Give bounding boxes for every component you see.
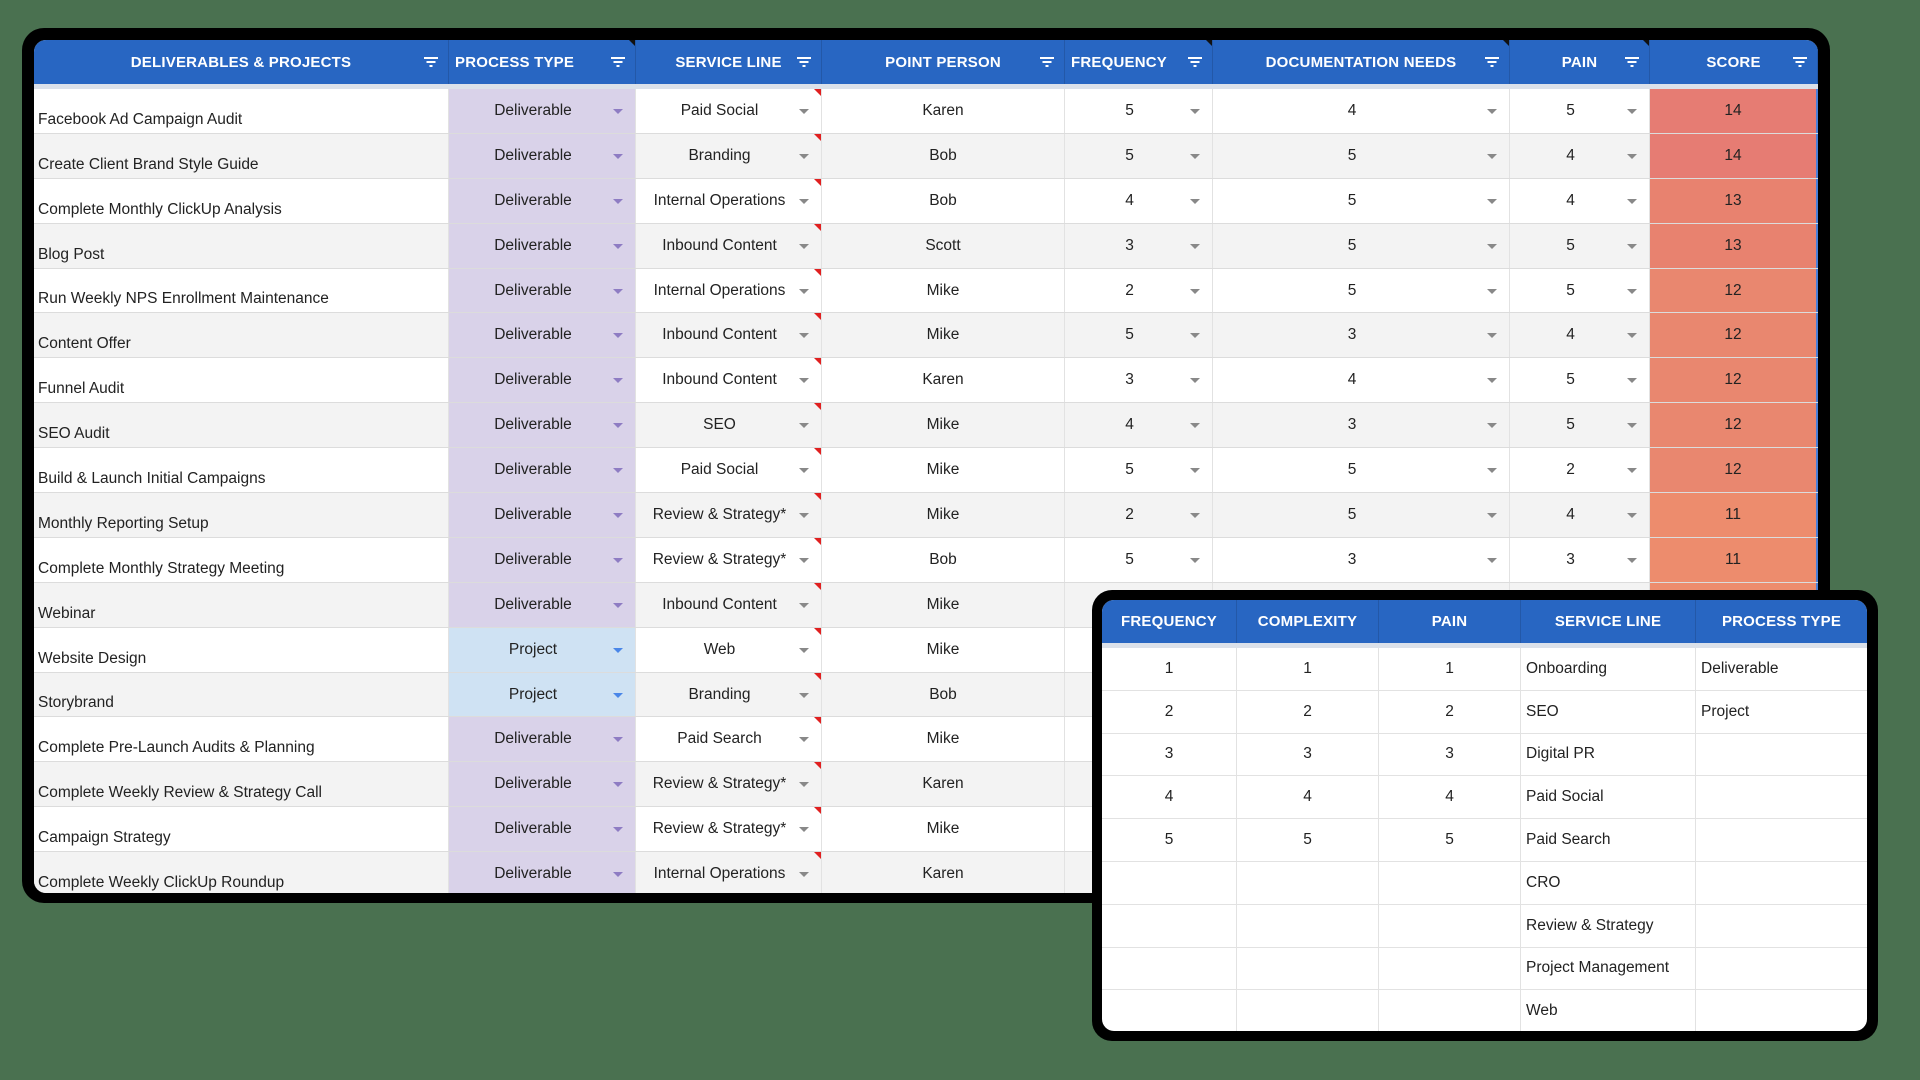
- process-type-dropdown[interactable]: Project: [449, 673, 636, 717]
- deliverable-name-cell[interactable]: Monthly Reporting Setup: [34, 493, 449, 537]
- comment-indicator-icon[interactable]: [814, 134, 821, 141]
- frequency-dropdown[interactable]: 2: [1065, 269, 1213, 313]
- point-person-cell[interactable]: Bob: [822, 538, 1065, 582]
- score-cell[interactable]: 13: [1650, 179, 1818, 223]
- dropdown-arrow-icon[interactable]: [1487, 423, 1497, 428]
- pain-dropdown[interactable]: 4: [1510, 493, 1650, 537]
- lookup-complexity-cell[interactable]: 5: [1237, 819, 1379, 861]
- table-row: [34, 313, 1818, 358]
- dropdown-arrow-icon[interactable]: [799, 423, 809, 428]
- table-row: [34, 358, 1818, 403]
- lookup-complexity-cell[interactable]: [1237, 948, 1379, 990]
- comment-indicator-icon[interactable]: [814, 224, 821, 231]
- process-type-dropdown[interactable]: Deliverable: [449, 762, 636, 806]
- lookup-col-process-type: PROCESS TYPE: [1721, 613, 1842, 630]
- dropdown-arrow-icon[interactable]: [1190, 199, 1200, 204]
- point-person-cell[interactable]: Mike: [822, 628, 1065, 672]
- deliverable-name-cell[interactable]: Blog Post: [34, 224, 449, 268]
- dropdown-arrow-icon[interactable]: [1627, 199, 1637, 204]
- dropdown-arrow-icon[interactable]: [1627, 513, 1637, 518]
- lookup-complexity-cell[interactable]: [1237, 862, 1379, 904]
- dropdown-arrow-icon[interactable]: [1627, 244, 1637, 249]
- lookup-process-type-cell[interactable]: Deliverable: [1701, 659, 1779, 677]
- deliverable-name-cell[interactable]: Storybrand: [34, 673, 449, 717]
- process-type-dropdown[interactable]: Deliverable: [449, 179, 636, 223]
- point-person-cell[interactable]: Mike: [822, 717, 1065, 761]
- lookup-row: [1102, 648, 1867, 691]
- dropdown-arrow-icon[interactable]: [1487, 378, 1497, 383]
- point-person-cell[interactable]: Karen: [822, 89, 1065, 133]
- dropdown-arrow-icon[interactable]: [1627, 289, 1637, 294]
- lookup-process-type-cell[interactable]: [1696, 819, 1867, 861]
- table-row: [34, 269, 1818, 314]
- score-cell[interactable]: 14: [1650, 134, 1818, 178]
- lookup-service-line-cell[interactable]: Onboarding: [1521, 648, 1696, 690]
- lookup-complexity-cell[interactable]: 3: [1237, 734, 1379, 776]
- pain-dropdown[interactable]: 5: [1510, 224, 1650, 268]
- note-indicator: [1206, 40, 1212, 46]
- documentation-needs-dropdown[interactable]: 3: [1213, 313, 1510, 357]
- process-type-dropdown[interactable]: Deliverable: [449, 134, 636, 178]
- documentation-needs-dropdown[interactable]: 3: [1213, 538, 1510, 582]
- lookup-row: [1102, 862, 1867, 905]
- deliverable-name-cell[interactable]: Complete Weekly Review & Strategy Call: [34, 762, 449, 806]
- frequency-dropdown[interactable]: 3: [1065, 224, 1213, 268]
- comment-indicator-icon[interactable]: [814, 269, 821, 276]
- dropdown-arrow-icon[interactable]: [799, 737, 809, 742]
- process-type-dropdown[interactable]: Deliverable: [449, 717, 636, 761]
- service-line-dropdown[interactable]: Web: [636, 628, 822, 672]
- deliverable-name-cell[interactable]: Facebook Ad Campaign Audit: [34, 89, 449, 133]
- process-type-dropdown[interactable]: Deliverable: [449, 448, 636, 492]
- dropdown-arrow-icon[interactable]: [1487, 558, 1497, 563]
- col-header-pain[interactable]: PAIN: [1510, 40, 1650, 84]
- dropdown-arrow-icon[interactable]: [1190, 513, 1200, 518]
- point-person-cell[interactable]: Mike: [822, 807, 1065, 851]
- score-cell[interactable]: 13: [1650, 224, 1818, 268]
- point-person-cell[interactable]: Mike: [822, 313, 1065, 357]
- lookup-complexity-cell[interactable]: 4: [1237, 776, 1379, 818]
- point-person-cell[interactable]: Bob: [822, 673, 1065, 717]
- lookup-complexity-cell[interactable]: [1237, 905, 1379, 947]
- dropdown-arrow-icon[interactable]: [799, 827, 809, 832]
- dropdown-arrow-icon[interactable]: [613, 693, 623, 698]
- table-row: [34, 134, 1818, 179]
- point-person-cell[interactable]: Bob: [822, 179, 1065, 223]
- frequency-dropdown[interactable]: 5: [1065, 313, 1213, 357]
- dropdown-arrow-icon[interactable]: [799, 333, 809, 338]
- dropdown-arrow-icon[interactable]: [1487, 109, 1497, 114]
- comment-indicator-icon[interactable]: [814, 89, 821, 96]
- dropdown-arrow-icon[interactable]: [1627, 378, 1637, 383]
- col-header-frequency[interactable]: FREQUENCY: [1065, 40, 1213, 84]
- lookup-service-line-cell[interactable]: Web: [1521, 990, 1696, 1031]
- lookup-process-type-cell[interactable]: [1696, 990, 1867, 1031]
- pain-dropdown[interactable]: 5: [1510, 89, 1650, 133]
- lookup-col-service-line: SERVICE LINE: [1521, 600, 1696, 643]
- filter-icon[interactable]: [797, 57, 811, 67]
- dropdown-arrow-icon[interactable]: [799, 603, 809, 608]
- comment-indicator-icon[interactable]: [814, 358, 821, 365]
- point-person-cell[interactable]: Scott: [822, 224, 1065, 268]
- lookup-service-line-cell[interactable]: Project Management: [1521, 948, 1696, 990]
- score-cell[interactable]: 12: [1650, 313, 1818, 357]
- deliverable-name-cell[interactable]: Content Offer: [34, 313, 449, 357]
- pain-dropdown[interactable]: 4: [1510, 179, 1650, 223]
- frequency-dropdown[interactable]: 4: [1065, 403, 1213, 447]
- col-header-service-line[interactable]: SERVICE LINE: [636, 40, 822, 84]
- comment-indicator-icon[interactable]: [814, 313, 821, 320]
- service-line-dropdown[interactable]: Paid Social: [636, 89, 822, 133]
- dropdown-arrow-icon[interactable]: [1190, 109, 1200, 114]
- dropdown-arrow-icon[interactable]: [1627, 154, 1637, 159]
- lookup-col-pain: PAIN: [1379, 600, 1521, 643]
- dropdown-arrow-icon[interactable]: [1627, 468, 1637, 473]
- lookup-process-type-cell[interactable]: [1696, 734, 1867, 776]
- lookup-process-type-cell[interactable]: [1696, 948, 1867, 990]
- table-row: [34, 403, 1818, 448]
- lookup-process-type-cell[interactable]: [1696, 862, 1867, 904]
- dropdown-arrow-icon[interactable]: [799, 468, 809, 473]
- comment-indicator-icon[interactable]: [814, 493, 821, 500]
- dropdown-arrow-icon[interactable]: [1190, 558, 1200, 563]
- process-type-dropdown[interactable]: Deliverable: [449, 403, 636, 447]
- dropdown-arrow-icon[interactable]: [613, 513, 623, 518]
- process-type-dropdown[interactable]: Deliverable: [449, 313, 636, 357]
- dropdown-arrow-icon[interactable]: [1190, 289, 1200, 294]
- dropdown-arrow-icon[interactable]: [613, 423, 623, 428]
- col-header-documentation-needs[interactable]: DOCUMENTATION NEEDS: [1213, 40, 1510, 84]
- comment-indicator-icon[interactable]: [814, 179, 821, 186]
- lookup-pain-cell[interactable]: 4: [1379, 776, 1521, 818]
- lookup-frequency-cell[interactable]: 5: [1102, 819, 1237, 861]
- point-person-cell[interactable]: Karen: [822, 852, 1065, 893]
- documentation-needs-dropdown[interactable]: 5: [1213, 448, 1510, 492]
- dropdown-arrow-icon[interactable]: [613, 558, 623, 563]
- lookup-service-line-cell[interactable]: Digital PR: [1521, 734, 1696, 776]
- comment-indicator-icon[interactable]: [814, 807, 821, 814]
- table-row: [34, 448, 1818, 493]
- dropdown-arrow-icon[interactable]: [613, 737, 623, 742]
- deliverable-name-cell[interactable]: Complete Weekly ClickUp Roundup: [34, 852, 449, 893]
- lookup-col-complexity: COMPLEXITY: [1237, 600, 1379, 643]
- score-cell[interactable]: 12: [1650, 448, 1818, 492]
- point-person-cell[interactable]: Karen: [822, 358, 1065, 402]
- lookup-pain-cell[interactable]: 5: [1379, 819, 1521, 861]
- score-cell[interactable]: 12: [1650, 358, 1818, 402]
- service-line-dropdown[interactable]: Paid Search: [636, 717, 822, 761]
- process-type-dropdown[interactable]: Deliverable: [449, 807, 636, 851]
- dropdown-arrow-icon[interactable]: [1627, 333, 1637, 338]
- lookup-row: [1102, 776, 1867, 819]
- deliverable-name-cell[interactable]: Webinar: [34, 583, 449, 627]
- dropdown-arrow-icon[interactable]: [1487, 333, 1497, 338]
- dropdown-arrow-icon[interactable]: [799, 782, 809, 787]
- dropdown-arrow-icon[interactable]: [613, 333, 623, 338]
- deliverable-name-cell[interactable]: Run Weekly NPS Enrollment Maintenance: [34, 269, 449, 313]
- frequency-dropdown[interactable]: 5: [1065, 538, 1213, 582]
- dropdown-arrow-icon[interactable]: [613, 244, 623, 249]
- dropdown-arrow-icon[interactable]: [1487, 468, 1497, 473]
- pain-dropdown[interactable]: 5: [1510, 269, 1650, 313]
- frequency-dropdown[interactable]: 5: [1065, 134, 1213, 178]
- dropdown-arrow-icon[interactable]: [613, 827, 623, 832]
- lookup-complexity-cell[interactable]: [1237, 990, 1379, 1031]
- table-row: [34, 538, 1818, 583]
- lookup-row: [1102, 734, 1867, 777]
- comment-indicator-icon[interactable]: [814, 673, 821, 680]
- service-line-dropdown[interactable]: Review & Strategy*: [636, 493, 822, 537]
- lookup-process-type-cell[interactable]: Project: [1701, 702, 1750, 720]
- filter-icon[interactable]: [1485, 57, 1499, 67]
- comment-indicator-icon[interactable]: [814, 762, 821, 769]
- pain-dropdown[interactable]: 2: [1510, 448, 1650, 492]
- dropdown-arrow-icon[interactable]: [1487, 513, 1497, 518]
- lookup-pain-cell[interactable]: 2: [1379, 691, 1521, 733]
- dropdown-arrow-icon[interactable]: [613, 154, 623, 159]
- lookup-header-row: [1102, 600, 1867, 643]
- lookup-service-line-cell[interactable]: Paid Social: [1521, 776, 1696, 818]
- lookup-service-line-cell[interactable]: CRO: [1521, 862, 1696, 904]
- filter-icon[interactable]: [1793, 57, 1807, 67]
- service-line-dropdown[interactable]: Review & Strategy*: [636, 538, 822, 582]
- pain-dropdown[interactable]: 4: [1510, 134, 1650, 178]
- point-person-cell[interactable]: Karen: [822, 762, 1065, 806]
- lookup-process-type-cell[interactable]: [1696, 905, 1867, 947]
- service-line-dropdown[interactable]: Inbound Content: [636, 313, 822, 357]
- lookup-frequency-cell[interactable]: 3: [1102, 734, 1237, 776]
- lookup-complexity-cell[interactable]: 1: [1237, 648, 1379, 690]
- col-header-deliverables-projects[interactable]: DELIVERABLES & PROJECTS: [34, 40, 449, 84]
- comment-indicator-icon[interactable]: [814, 403, 821, 410]
- table-row: [34, 493, 1818, 538]
- lookup-process-type-cell[interactable]: [1696, 776, 1867, 818]
- col-header-process-type[interactable]: PROCESS TYPE: [449, 40, 636, 84]
- score-cell[interactable]: 12: [1650, 403, 1818, 447]
- lookup-pain-cell[interactable]: [1379, 990, 1521, 1031]
- lookup-frequency-cell[interactable]: 4: [1102, 776, 1237, 818]
- dropdown-arrow-icon[interactable]: [613, 199, 623, 204]
- filter-icon[interactable]: [424, 57, 438, 67]
- documentation-needs-dropdown[interactable]: 5: [1213, 179, 1510, 223]
- lookup-service-line-cell[interactable]: Paid Search: [1521, 819, 1696, 861]
- dropdown-arrow-icon[interactable]: [613, 378, 623, 383]
- comment-indicator-icon[interactable]: [814, 538, 821, 545]
- filter-icon[interactable]: [611, 57, 625, 67]
- point-person-cell[interactable]: Mike: [822, 448, 1065, 492]
- deliverable-name-cell[interactable]: Create Client Brand Style Guide: [34, 134, 449, 178]
- dropdown-arrow-icon[interactable]: [1190, 378, 1200, 383]
- table-row: [34, 89, 1818, 134]
- frequency-dropdown[interactable]: 4: [1065, 179, 1213, 223]
- pain-dropdown[interactable]: 4: [1510, 313, 1650, 357]
- lookup-frequency-cell[interactable]: [1102, 948, 1237, 990]
- lookup-col-frequency: FREQUENCY: [1102, 600, 1237, 643]
- service-line-dropdown[interactable]: Internal Operations: [636, 852, 822, 893]
- comment-indicator-icon[interactable]: [814, 583, 821, 590]
- deliverable-name-cell[interactable]: Complete Monthly Strategy Meeting: [34, 538, 449, 582]
- service-line-dropdown[interactable]: Branding: [636, 673, 822, 717]
- point-person-cell[interactable]: Mike: [822, 493, 1065, 537]
- dropdown-arrow-icon[interactable]: [1190, 333, 1200, 338]
- comment-indicator-icon[interactable]: [814, 628, 821, 635]
- note-indicator: [629, 40, 635, 46]
- deliverable-name-cell[interactable]: Campaign Strategy: [34, 807, 449, 851]
- lookup-row: [1102, 990, 1867, 1031]
- service-line-dropdown[interactable]: Internal Operations: [636, 179, 822, 223]
- documentation-needs-dropdown[interactable]: 5: [1213, 224, 1510, 268]
- deliverable-name-cell[interactable]: Website Design: [34, 628, 449, 672]
- dropdown-arrow-icon[interactable]: [799, 513, 809, 518]
- lookup-row: [1102, 948, 1867, 991]
- dropdown-arrow-icon[interactable]: [799, 289, 809, 294]
- lookup-frequency-cell[interactable]: [1102, 990, 1237, 1031]
- dropdown-arrow-icon[interactable]: [1487, 244, 1497, 249]
- dropdown-arrow-icon[interactable]: [613, 468, 623, 473]
- lookup-complexity-cell[interactable]: 2: [1237, 691, 1379, 733]
- lookup-pain-cell[interactable]: [1379, 905, 1521, 947]
- score-cell[interactable]: 11: [1650, 538, 1818, 582]
- process-type-dropdown[interactable]: Deliverable: [449, 224, 636, 268]
- note-indicator: [1503, 40, 1509, 46]
- process-type-dropdown[interactable]: Deliverable: [449, 852, 636, 893]
- lookup-row: [1102, 819, 1867, 862]
- documentation-needs-dropdown[interactable]: 5: [1213, 493, 1510, 537]
- documentation-needs-dropdown[interactable]: 4: [1213, 358, 1510, 402]
- score-cell[interactable]: 11: [1650, 493, 1818, 537]
- lookup-frequency-cell[interactable]: [1102, 862, 1237, 904]
- dropdown-arrow-icon[interactable]: [613, 648, 623, 653]
- lookup-pain-cell[interactable]: [1379, 948, 1521, 990]
- dropdown-arrow-icon[interactable]: [613, 872, 623, 877]
- lookup-pain-cell[interactable]: 1: [1379, 648, 1521, 690]
- col-header-point-person[interactable]: POINT PERSON: [822, 40, 1065, 84]
- pain-dropdown[interactable]: 5: [1510, 358, 1650, 402]
- deliverable-name-cell[interactable]: Funnel Audit: [34, 358, 449, 402]
- table-row: [34, 224, 1818, 269]
- deliverable-name-cell[interactable]: SEO Audit: [34, 403, 449, 447]
- score-cell[interactable]: 14: [1650, 89, 1818, 133]
- lookup-frequency-cell[interactable]: 2: [1102, 691, 1237, 733]
- dropdown-arrow-icon[interactable]: [1487, 289, 1497, 294]
- dropdown-arrow-icon[interactable]: [1190, 468, 1200, 473]
- frequency-dropdown[interactable]: 2: [1065, 493, 1213, 537]
- frequency-dropdown[interactable]: 5: [1065, 89, 1213, 133]
- service-line-dropdown[interactable]: Review & Strategy*: [636, 762, 822, 806]
- point-person-cell[interactable]: Mike: [822, 403, 1065, 447]
- dropdown-arrow-icon[interactable]: [613, 109, 623, 114]
- main-header-row: [34, 40, 1818, 84]
- comment-indicator-icon[interactable]: [814, 448, 821, 455]
- service-line-dropdown[interactable]: Review & Strategy*: [636, 807, 822, 851]
- point-person-cell[interactable]: Mike: [822, 269, 1065, 313]
- comment-indicator-icon[interactable]: [814, 852, 821, 859]
- dropdown-arrow-icon[interactable]: [1190, 423, 1200, 428]
- table-row: [34, 179, 1818, 224]
- process-type-dropdown[interactable]: Deliverable: [449, 269, 636, 313]
- filter-icon[interactable]: [1188, 57, 1202, 67]
- service-line-dropdown[interactable]: Inbound Content: [636, 583, 822, 627]
- deliverable-name-cell[interactable]: Complete Monthly ClickUp Analysis: [34, 179, 449, 223]
- lookup-service-line-cell[interactable]: SEO: [1521, 691, 1696, 733]
- dropdown-arrow-icon[interactable]: [799, 199, 809, 204]
- service-line-dropdown[interactable]: Inbound Content: [636, 358, 822, 402]
- dropdown-arrow-icon[interactable]: [1627, 109, 1637, 114]
- deliverable-name-cell[interactable]: Build & Launch Initial Campaigns: [34, 448, 449, 492]
- dropdown-arrow-icon[interactable]: [799, 109, 809, 114]
- dropdown-arrow-icon[interactable]: [799, 558, 809, 563]
- documentation-needs-dropdown[interactable]: 5: [1213, 134, 1510, 178]
- point-person-cell[interactable]: Mike: [822, 583, 1065, 627]
- service-line-dropdown[interactable]: Inbound Content: [636, 224, 822, 268]
- dropdown-arrow-icon[interactable]: [613, 782, 623, 787]
- process-type-dropdown[interactable]: Deliverable: [449, 358, 636, 402]
- process-type-dropdown[interactable]: Deliverable: [449, 583, 636, 627]
- service-line-dropdown[interactable]: Branding: [636, 134, 822, 178]
- filter-icon[interactable]: [1040, 57, 1054, 67]
- lookup-frequency-cell[interactable]: [1102, 905, 1237, 947]
- dropdown-arrow-icon[interactable]: [799, 648, 809, 653]
- lookup-frequency-cell[interactable]: 1: [1102, 648, 1237, 690]
- process-type-dropdown[interactable]: Deliverable: [449, 89, 636, 133]
- service-line-dropdown[interactable]: Internal Operations: [636, 269, 822, 313]
- dropdown-arrow-icon[interactable]: [1190, 244, 1200, 249]
- lookup-sheet: [1102, 600, 1867, 1031]
- service-line-dropdown[interactable]: SEO: [636, 403, 822, 447]
- dropdown-arrow-icon[interactable]: [799, 154, 809, 159]
- lookup-service-line-cell[interactable]: Review & Strategy: [1521, 905, 1696, 947]
- process-type-dropdown[interactable]: Project: [449, 628, 636, 672]
- score-cell[interactable]: 12: [1650, 269, 1818, 313]
- col-header-score[interactable]: SCORE: [1650, 40, 1818, 84]
- frequency-dropdown[interactable]: 5: [1065, 448, 1213, 492]
- pain-dropdown[interactable]: 3: [1510, 538, 1650, 582]
- dropdown-arrow-icon[interactable]: [613, 289, 623, 294]
- dropdown-arrow-icon[interactable]: [613, 603, 623, 608]
- frequency-dropdown[interactable]: 3: [1065, 358, 1213, 402]
- documentation-needs-dropdown[interactable]: 5: [1213, 269, 1510, 313]
- dropdown-arrow-icon[interactable]: [799, 872, 809, 877]
- lookup-pain-cell[interactable]: [1379, 862, 1521, 904]
- filter-icon[interactable]: [1625, 57, 1639, 67]
- dropdown-arrow-icon[interactable]: [1627, 558, 1637, 563]
- process-type-dropdown[interactable]: Deliverable: [449, 493, 636, 537]
- pain-dropdown[interactable]: 5: [1510, 403, 1650, 447]
- point-person-cell[interactable]: Bob: [822, 134, 1065, 178]
- lookup-table-body: [1102, 648, 1867, 1031]
- process-type-dropdown[interactable]: Deliverable: [449, 538, 636, 582]
- dropdown-arrow-icon[interactable]: [799, 378, 809, 383]
- service-line-dropdown[interactable]: Paid Social: [636, 448, 822, 492]
- dropdown-arrow-icon[interactable]: [799, 244, 809, 249]
- lookup-row: [1102, 905, 1867, 948]
- comment-indicator-icon[interactable]: [814, 717, 821, 724]
- documentation-needs-dropdown[interactable]: 4: [1213, 89, 1510, 133]
- dropdown-arrow-icon[interactable]: [799, 693, 809, 698]
- dropdown-arrow-icon[interactable]: [1627, 423, 1637, 428]
- documentation-needs-dropdown[interactable]: 3: [1213, 403, 1510, 447]
- dropdown-arrow-icon[interactable]: [1190, 154, 1200, 159]
- dropdown-arrow-icon[interactable]: [1487, 199, 1497, 204]
- deliverable-name-cell[interactable]: Complete Pre-Launch Audits & Planning: [34, 717, 449, 761]
- note-indicator: [1643, 40, 1649, 46]
- dropdown-arrow-icon[interactable]: [1487, 154, 1497, 159]
- lookup-row: [1102, 691, 1867, 734]
- lookup-pain-cell[interactable]: 3: [1379, 734, 1521, 776]
